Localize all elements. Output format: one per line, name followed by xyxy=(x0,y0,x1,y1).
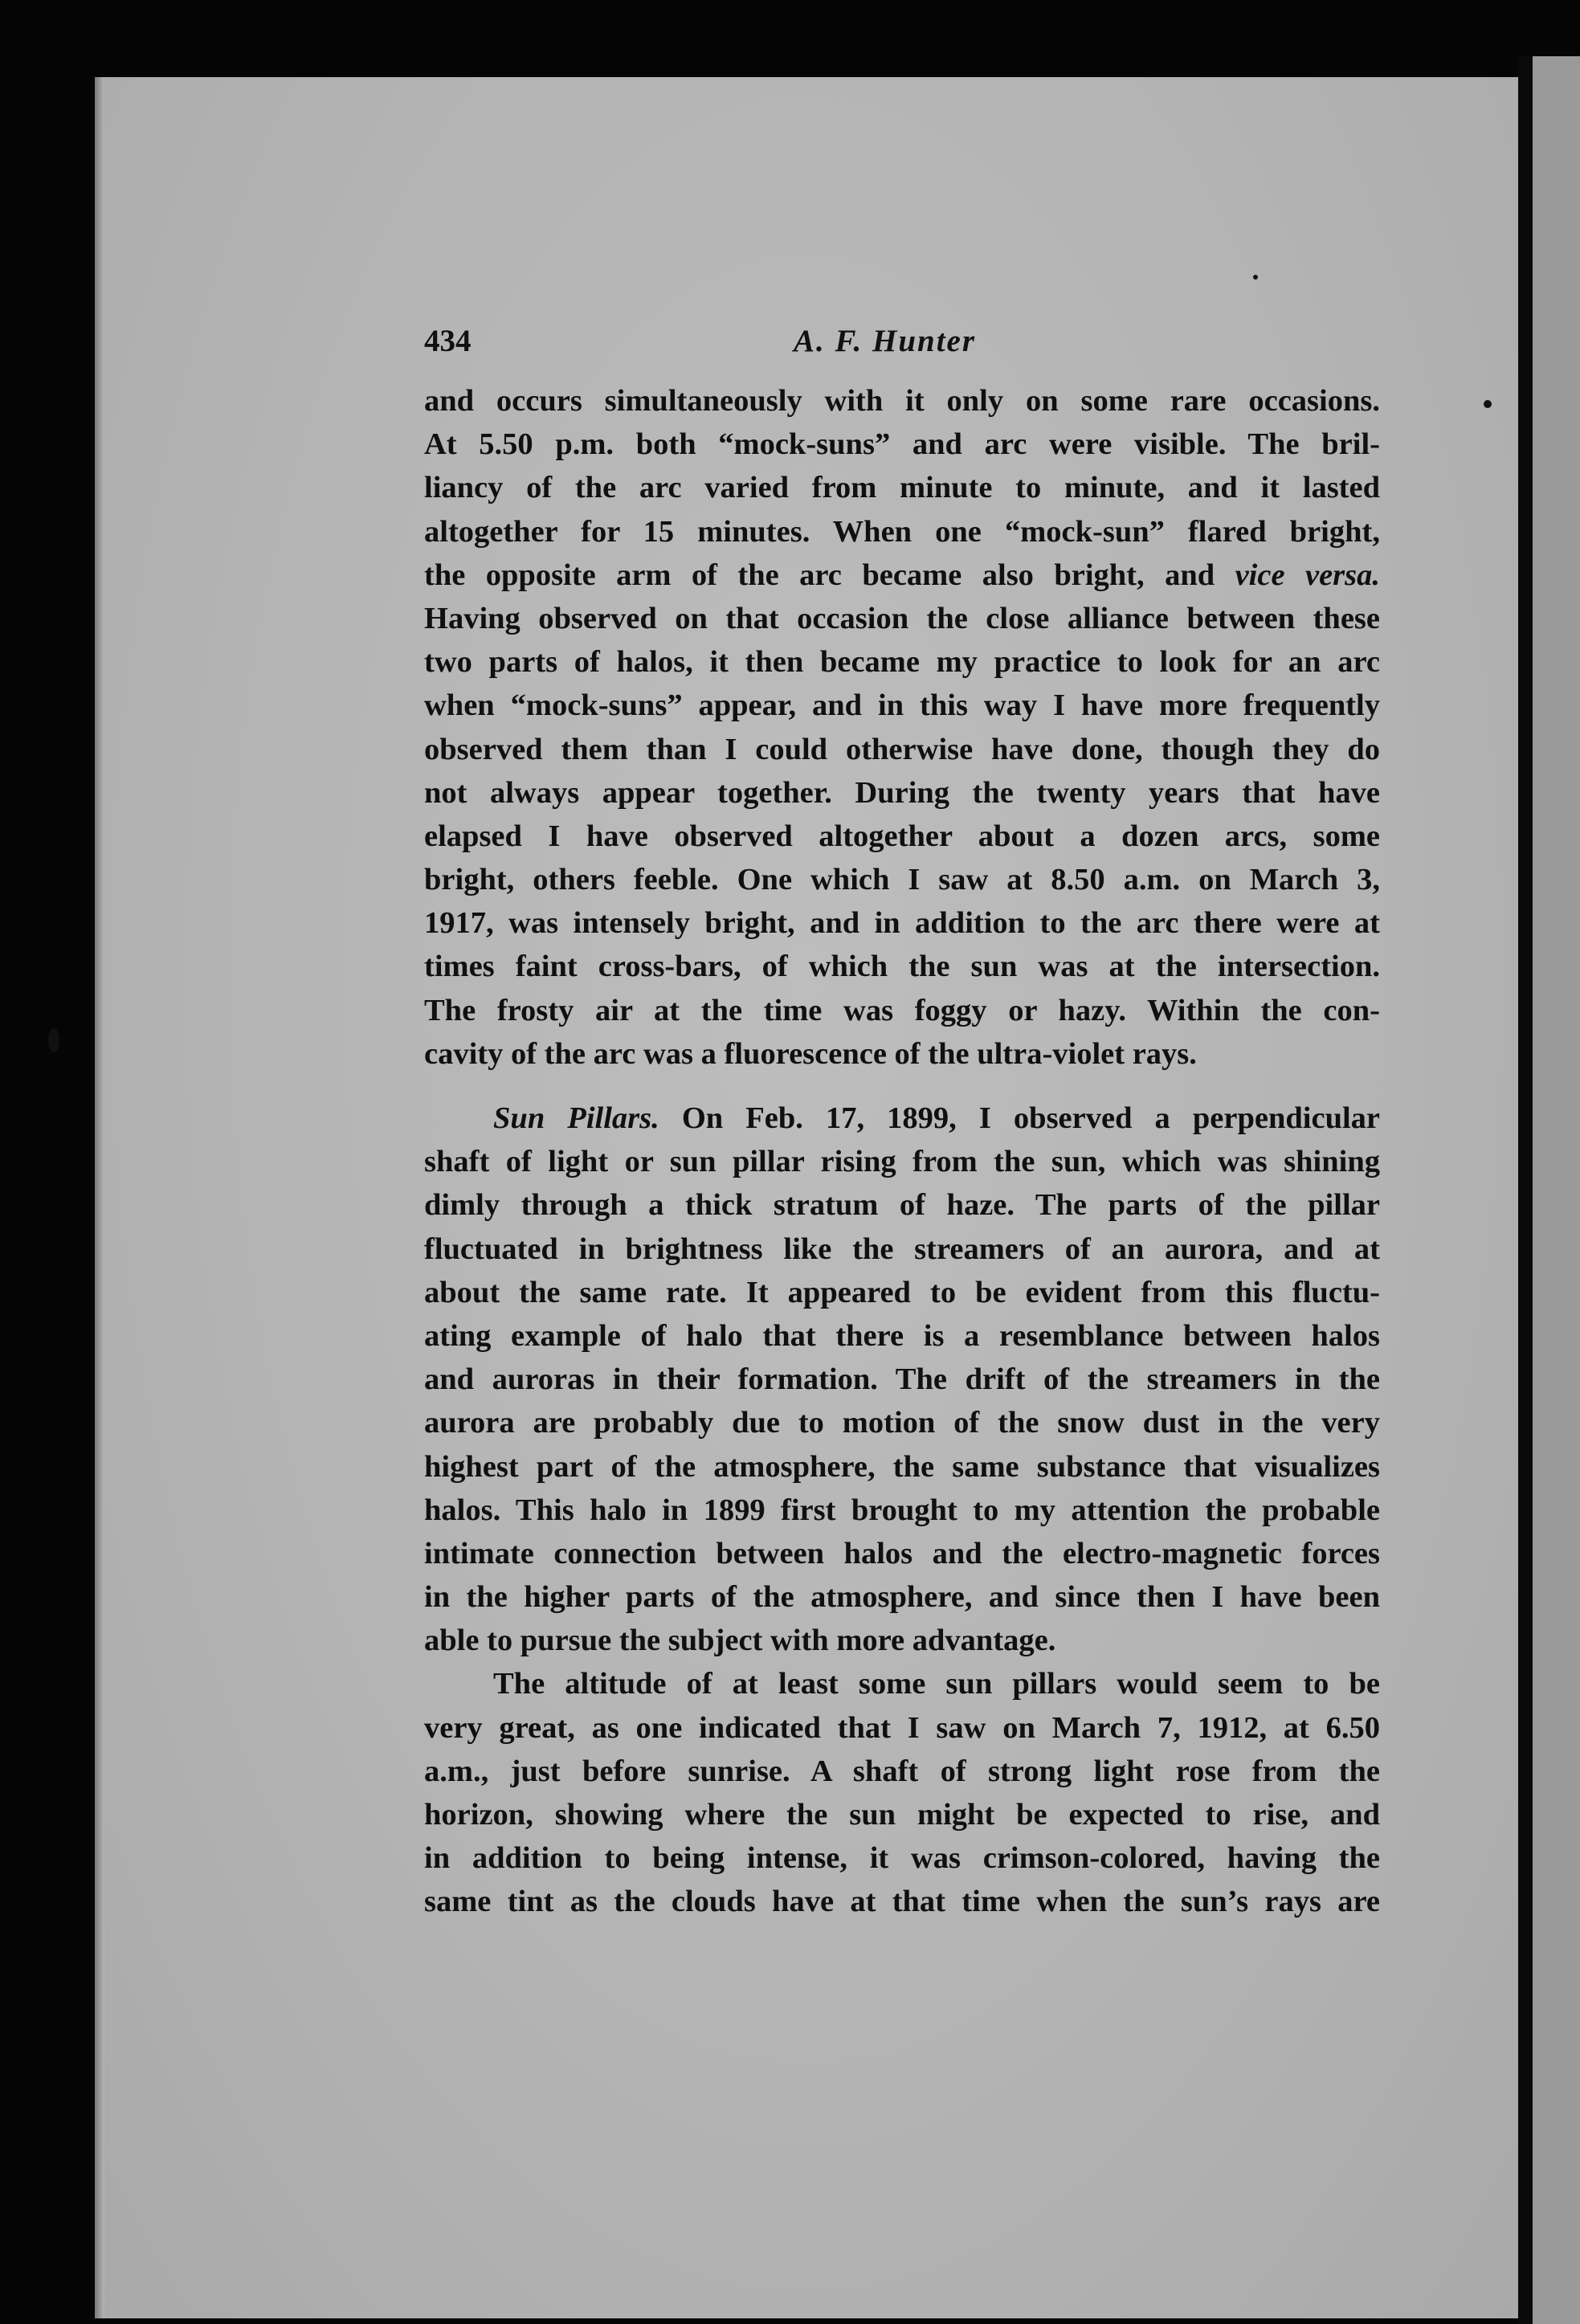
text-line-with-italic xyxy=(424,553,1380,597)
page-number: 434 xyxy=(424,324,472,358)
text-line: not always appear together. During the twenty years that have xyxy=(424,775,1380,810)
text-line: intimate connection between halos and the electro-magnetic forces xyxy=(424,1536,1380,1570)
text-line: At 5.50 p.m. both “mock-suns” and arc were visible. The bril- xyxy=(424,427,1380,462)
text-line: The frosty air at the time was foggy or hazy. Within the con- xyxy=(424,993,1380,1027)
page-binding-edge xyxy=(95,77,104,2318)
text-line-with-heading xyxy=(424,1097,1380,1140)
text-line: shaft of light or sun pillar rising from the sun, which was shining xyxy=(424,1145,1380,1179)
text-line: same tint as the clouds have at that time when the sun’s rays are xyxy=(424,1885,1380,1919)
text-line: in the higher parts of the atmosphere, and since then I have been xyxy=(424,1580,1380,1615)
text-line: when “mock-suns” appear, and in this way I have more frequently xyxy=(424,688,1380,723)
text-line: times faint cross-bars, of which the sun was at the intersection. xyxy=(424,950,1380,984)
text-line: ating example of halo that there is a resemblance between halos xyxy=(424,1318,1380,1353)
text-line: elapsed I have observed altogether about a dozen arcs, some xyxy=(424,819,1380,853)
text-line: altogether for 15 minutes. When one “mock-sun” flared bright, xyxy=(424,514,1380,549)
text-line: and occurs simultaneously with it only on some rare occasions. xyxy=(424,384,1380,418)
text-line: cavity of the arc was a fluorescence of the ultra-violet rays. xyxy=(424,1036,1197,1071)
text-line: highest part of the atmosphere, the same substance that visualizes xyxy=(424,1449,1380,1484)
text-line: bright, others feeble. One which I saw at 8.50 a.m. on March 3, xyxy=(424,863,1380,897)
text-line: about the same rate. It appeared to be evident from this fluctu- xyxy=(424,1275,1380,1309)
text-line: halos. This halo in 1899 first brought to my attention the probable xyxy=(424,1493,1380,1527)
paragraph-gap xyxy=(424,1076,1380,1097)
text-line: very great, as one indicated that I saw on March 7, 1912, at 6.50 xyxy=(424,1710,1380,1745)
text-line-content: the opposite arm of the arc became also bright, and xyxy=(424,558,1235,592)
scan-speck xyxy=(1253,275,1258,280)
facing-page-edge xyxy=(1533,56,1580,2324)
text-line: able to pursue the subject with more advantage. xyxy=(424,1624,1056,1658)
text-line: and auroras in their formation. The drift of the streamers in the xyxy=(424,1362,1380,1397)
text-line: The altitude of at least some sun pillars would seem to be xyxy=(493,1667,1380,1701)
italic-phrase: vice versa. xyxy=(1235,558,1380,592)
text-line: Having observed on that occasion the close alliance between these xyxy=(424,601,1380,635)
text-line: fluctuated in brightness like the streamers of an aurora, and at xyxy=(424,1231,1380,1266)
text-line: 1917, was intensely bright, and in addition to the arc there were at xyxy=(424,906,1380,941)
text-line: liancy of the arc varied from minute to minute, and it lasted xyxy=(424,471,1380,505)
text-line: two parts of halos, it then became my practice to look for an arc xyxy=(424,645,1380,680)
text-line: dimly through a thick stratum of haze. The parts of the pillar xyxy=(424,1188,1380,1223)
running-head-author: A. F. Hunter xyxy=(794,324,977,358)
scan-speck xyxy=(1484,400,1492,408)
section-heading-sun-pillars: Sun Pillars. xyxy=(493,1101,659,1135)
scan-speck xyxy=(48,1028,59,1052)
text-line: observed them than I could otherwise have done, though they do xyxy=(424,732,1380,766)
text-line: a.m., just before sunrise. A shaft of strong light rose from the xyxy=(424,1754,1380,1788)
page-gutter xyxy=(1518,56,1533,2324)
text-line: aurora are probably due to motion of the snow dust in the very xyxy=(424,1406,1380,1440)
text-line: horizon, showing where the sun might be expected to rise, and xyxy=(424,1798,1380,1832)
text-line: in addition to being intense, it was crimson-colored, having the xyxy=(424,1841,1380,1876)
running-head xyxy=(424,323,1380,371)
text-line-content: On Feb. 17, 1899, I observed a perpendicular xyxy=(681,1101,1381,1135)
body-text xyxy=(424,379,1380,1924)
